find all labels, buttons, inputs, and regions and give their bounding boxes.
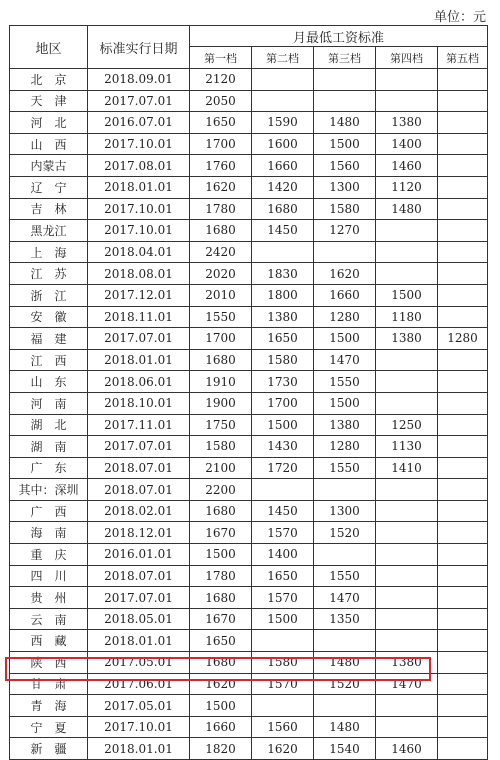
tier-5-cell xyxy=(438,306,488,328)
date-cell: 2017.05.01 xyxy=(88,695,190,717)
tier-3-cell xyxy=(314,544,376,566)
tier-1-cell: 2100 xyxy=(190,457,252,479)
tier-4-cell: 1460 xyxy=(376,738,438,760)
tier-2-cell: 1400 xyxy=(252,544,314,566)
region-cell: 江 苏 xyxy=(10,263,88,285)
tier-1-cell: 1500 xyxy=(190,544,252,566)
tier-3-cell: 1480 xyxy=(314,652,376,674)
table-row xyxy=(10,587,488,609)
tier-5-cell xyxy=(438,112,488,134)
tier-3-cell: 1480 xyxy=(314,716,376,738)
table-row xyxy=(10,716,488,738)
date-cell: 2017.10.01 xyxy=(88,133,190,155)
tier-2-cell xyxy=(252,695,314,717)
tier-1-cell: 1670 xyxy=(190,608,252,630)
tier-2-cell: 1500 xyxy=(252,414,314,436)
tier-2-cell: 1580 xyxy=(252,652,314,674)
table-row xyxy=(10,457,488,479)
tier-2-cell: 1650 xyxy=(252,565,314,587)
region-cell: 上 海 xyxy=(10,241,88,263)
tier-4-cell: 1480 xyxy=(376,198,438,220)
region-cell: 天 津 xyxy=(10,90,88,112)
tier-5-cell xyxy=(438,349,488,371)
tier-5-cell xyxy=(438,500,488,522)
region-cell: 内蒙古 xyxy=(10,155,88,177)
tier-4-cell xyxy=(376,241,438,263)
region-cell: 北 京 xyxy=(10,69,88,91)
table-row xyxy=(10,155,488,177)
tier-1-cell: 1550 xyxy=(190,306,252,328)
tier-4-cell: 1130 xyxy=(376,436,438,458)
date-cell: 2017.05.01 xyxy=(88,652,190,674)
tier-4-cell: 1500 xyxy=(376,284,438,306)
tier-2-cell: 1730 xyxy=(252,371,314,393)
tier-4-cell: 1380 xyxy=(376,652,438,674)
tier-5-cell xyxy=(438,263,488,285)
table-row xyxy=(10,371,488,393)
region-cell: 贵 州 xyxy=(10,587,88,609)
tier-3-cell xyxy=(314,479,376,501)
tier-3-cell: 1500 xyxy=(314,392,376,414)
date-cell: 2018.08.01 xyxy=(88,263,190,285)
tier-5-cell xyxy=(438,522,488,544)
tier-2-cell: 1620 xyxy=(252,738,314,760)
tier-3-cell xyxy=(314,90,376,112)
tier-1-cell: 1750 xyxy=(190,414,252,436)
date-cell: 2017.11.01 xyxy=(88,414,190,436)
date-cell: 2017.12.01 xyxy=(88,284,190,306)
region-cell: 浙 江 xyxy=(10,284,88,306)
table-row xyxy=(10,220,488,242)
tier-1-cell: 1760 xyxy=(190,155,252,177)
date-cell: 2018.05.01 xyxy=(88,608,190,630)
table-row xyxy=(10,306,488,328)
table-row xyxy=(10,112,488,134)
date-cell: 2017.08.01 xyxy=(88,155,190,177)
tier-2-cell: 1590 xyxy=(252,112,314,134)
region-cell: 湖 南 xyxy=(10,436,88,458)
date-cell: 2018.02.01 xyxy=(88,500,190,522)
tier-1-cell: 1680 xyxy=(190,500,252,522)
date-cell: 2016.07.01 xyxy=(88,112,190,134)
region-cell: 海 南 xyxy=(10,522,88,544)
table-row xyxy=(10,479,488,501)
tier-5-cell xyxy=(438,630,488,652)
min-wage-table xyxy=(9,25,488,760)
tier-3-cell: 1380 xyxy=(314,414,376,436)
header-tier-1: 第一档 xyxy=(190,47,252,69)
date-cell: 2017.07.01 xyxy=(88,587,190,609)
tier-1-cell: 2010 xyxy=(190,284,252,306)
tier-4-cell: 1470 xyxy=(376,673,438,695)
tier-4-cell xyxy=(376,90,438,112)
tier-2-cell: 1570 xyxy=(252,522,314,544)
date-cell: 2018.07.01 xyxy=(88,565,190,587)
tier-1-cell: 1660 xyxy=(190,716,252,738)
tier-2-cell: 1580 xyxy=(252,349,314,371)
date-cell: 2018.10.01 xyxy=(88,392,190,414)
date-cell: 2017.10.01 xyxy=(88,716,190,738)
header-region: 地区 xyxy=(10,26,88,69)
region-cell: 福 建 xyxy=(10,328,88,350)
tier-3-cell: 1300 xyxy=(314,500,376,522)
tier-5-cell xyxy=(438,544,488,566)
tier-3-cell: 1580 xyxy=(314,198,376,220)
tier-1-cell: 1620 xyxy=(190,673,252,695)
tier-1-cell: 1650 xyxy=(190,630,252,652)
table-row xyxy=(10,522,488,544)
tier-5-cell xyxy=(438,69,488,91)
tier-1-cell: 2020 xyxy=(190,263,252,285)
date-cell: 2018.12.01 xyxy=(88,522,190,544)
tier-4-cell: 1380 xyxy=(376,112,438,134)
date-cell: 2017.07.01 xyxy=(88,436,190,458)
table-row xyxy=(10,263,488,285)
tier-2-cell: 1570 xyxy=(252,587,314,609)
tier-3-cell xyxy=(314,241,376,263)
tier-4-cell xyxy=(376,587,438,609)
tier-1-cell: 1500 xyxy=(190,695,252,717)
region-cell: 广 西 xyxy=(10,500,88,522)
tier-1-cell: 1680 xyxy=(190,349,252,371)
tier-5-cell xyxy=(438,392,488,414)
tier-3-cell: 1300 xyxy=(314,176,376,198)
date-cell: 2018.01.01 xyxy=(88,738,190,760)
tier-4-cell xyxy=(376,565,438,587)
tier-1-cell: 2420 xyxy=(190,241,252,263)
date-cell: 2018.07.01 xyxy=(88,457,190,479)
tier-5-cell xyxy=(438,673,488,695)
tier-3-cell: 1500 xyxy=(314,328,376,350)
date-cell: 2018.01.01 xyxy=(88,630,190,652)
region-cell: 宁 夏 xyxy=(10,716,88,738)
date-cell: 2018.11.01 xyxy=(88,306,190,328)
tier-3-cell: 1280 xyxy=(314,306,376,328)
tier-2-cell: 1500 xyxy=(252,608,314,630)
tier-3-cell: 1520 xyxy=(314,673,376,695)
date-cell: 2017.06.01 xyxy=(88,673,190,695)
tier-5-cell: 1280 xyxy=(438,328,488,350)
tier-4-cell xyxy=(376,392,438,414)
tier-4-cell xyxy=(376,522,438,544)
table-row xyxy=(10,176,488,198)
table-row xyxy=(10,652,488,674)
region-cell: 陕 西 xyxy=(10,652,88,674)
tier-3-cell: 1550 xyxy=(314,371,376,393)
table-row xyxy=(10,500,488,522)
tier-4-cell xyxy=(376,695,438,717)
date-cell: 2017.10.01 xyxy=(88,198,190,220)
region-cell: 山 西 xyxy=(10,133,88,155)
tier-2-cell xyxy=(252,241,314,263)
table-row xyxy=(10,436,488,458)
tier-2-cell xyxy=(252,479,314,501)
tier-1-cell: 1900 xyxy=(190,392,252,414)
tier-3-cell: 1520 xyxy=(314,522,376,544)
tier-2-cell xyxy=(252,90,314,112)
tier-2-cell: 1650 xyxy=(252,328,314,350)
table-row xyxy=(10,349,488,371)
tier-5-cell xyxy=(438,738,488,760)
region-cell: 云 南 xyxy=(10,608,88,630)
tier-2-cell: 1420 xyxy=(252,176,314,198)
table-row xyxy=(10,414,488,436)
region-cell: 西 藏 xyxy=(10,630,88,652)
tier-4-cell xyxy=(376,630,438,652)
tier-2-cell: 1830 xyxy=(252,263,314,285)
date-cell: 2018.06.01 xyxy=(88,371,190,393)
tier-5-cell xyxy=(438,90,488,112)
header-tier-3: 第三档 xyxy=(314,47,376,69)
tier-1-cell: 1680 xyxy=(190,220,252,242)
tier-3-cell: 1500 xyxy=(314,133,376,155)
table-body xyxy=(10,69,488,760)
table-row xyxy=(10,608,488,630)
tier-1-cell: 1700 xyxy=(190,133,252,155)
tier-2-cell: 1700 xyxy=(252,392,314,414)
tier-5-cell xyxy=(438,414,488,436)
tier-5-cell xyxy=(438,695,488,717)
region-cell: 其中：深圳 xyxy=(10,479,88,501)
tier-4-cell xyxy=(376,479,438,501)
tier-5-cell xyxy=(438,284,488,306)
tier-4-cell: 1380 xyxy=(376,328,438,350)
region-cell: 安 徽 xyxy=(10,306,88,328)
tier-2-cell xyxy=(252,630,314,652)
tier-1-cell: 1910 xyxy=(190,371,252,393)
tier-1-cell: 1780 xyxy=(190,565,252,587)
region-cell: 新 疆 xyxy=(10,738,88,760)
tier-3-cell xyxy=(314,69,376,91)
table-row xyxy=(10,69,488,91)
tier-1-cell: 1680 xyxy=(190,652,252,674)
tier-3-cell xyxy=(314,695,376,717)
table-row xyxy=(10,133,488,155)
tier-4-cell xyxy=(376,716,438,738)
tier-1-cell: 1700 xyxy=(190,328,252,350)
tier-3-cell: 1470 xyxy=(314,587,376,609)
tier-4-cell: 1180 xyxy=(376,306,438,328)
tier-1-cell: 1580 xyxy=(190,436,252,458)
region-cell: 江 西 xyxy=(10,349,88,371)
tier-5-cell xyxy=(438,716,488,738)
table-header xyxy=(10,26,488,69)
tier-2-cell xyxy=(252,69,314,91)
tier-5-cell xyxy=(438,371,488,393)
tier-3-cell: 1660 xyxy=(314,284,376,306)
region-cell: 黑龙江 xyxy=(10,220,88,242)
tier-4-cell: 1120 xyxy=(376,176,438,198)
date-cell: 2018.01.01 xyxy=(88,176,190,198)
tier-2-cell: 1380 xyxy=(252,306,314,328)
tier-1-cell: 2050 xyxy=(190,90,252,112)
header-tier-5: 第五档 xyxy=(438,47,488,69)
tier-1-cell: 1620 xyxy=(190,176,252,198)
tier-5-cell xyxy=(438,241,488,263)
tier-4-cell: 1400 xyxy=(376,133,438,155)
tier-5-cell xyxy=(438,608,488,630)
region-cell: 重 庆 xyxy=(10,544,88,566)
tier-5-cell xyxy=(438,198,488,220)
table-row xyxy=(10,328,488,350)
tier-4-cell xyxy=(376,263,438,285)
date-cell: 2016.01.01 xyxy=(88,544,190,566)
tier-3-cell: 1540 xyxy=(314,738,376,760)
tier-1-cell: 1670 xyxy=(190,522,252,544)
tier-3-cell: 1350 xyxy=(314,608,376,630)
date-cell: 2017.10.01 xyxy=(88,220,190,242)
header-date: 标准实行日期 xyxy=(88,26,190,69)
tier-4-cell xyxy=(376,544,438,566)
tier-5-cell xyxy=(438,652,488,674)
tier-4-cell xyxy=(376,608,438,630)
date-cell: 2018.04.01 xyxy=(88,241,190,263)
tier-4-cell: 1250 xyxy=(376,414,438,436)
tier-5-cell xyxy=(438,436,488,458)
tier-3-cell: 1560 xyxy=(314,155,376,177)
tier-2-cell: 1680 xyxy=(252,198,314,220)
tier-3-cell: 1550 xyxy=(314,565,376,587)
tier-4-cell: 1460 xyxy=(376,155,438,177)
tier-3-cell: 1550 xyxy=(314,457,376,479)
tier-2-cell: 1450 xyxy=(252,500,314,522)
tier-5-cell xyxy=(438,587,488,609)
table-row xyxy=(10,565,488,587)
date-cell: 2017.07.01 xyxy=(88,90,190,112)
tier-1-cell: 1650 xyxy=(190,112,252,134)
tier-2-cell: 1660 xyxy=(252,155,314,177)
tier-1-cell: 2200 xyxy=(190,479,252,501)
tier-3-cell: 1270 xyxy=(314,220,376,242)
tier-2-cell: 1560 xyxy=(252,716,314,738)
tier-3-cell: 1280 xyxy=(314,436,376,458)
region-cell: 河 南 xyxy=(10,392,88,414)
table-row xyxy=(10,241,488,263)
tier-1-cell: 1680 xyxy=(190,587,252,609)
table-row xyxy=(10,284,488,306)
tier-2-cell: 1570 xyxy=(252,673,314,695)
region-cell: 山 东 xyxy=(10,371,88,393)
tier-4-cell xyxy=(376,500,438,522)
table-row xyxy=(10,90,488,112)
tier-3-cell: 1480 xyxy=(314,112,376,134)
region-cell: 辽 宁 xyxy=(10,176,88,198)
tier-2-cell: 1800 xyxy=(252,284,314,306)
tier-4-cell xyxy=(376,371,438,393)
tier-4-cell: 1410 xyxy=(376,457,438,479)
region-cell: 青 海 xyxy=(10,695,88,717)
tier-3-cell xyxy=(314,630,376,652)
tier-3-cell: 1620 xyxy=(314,263,376,285)
tier-1-cell: 1780 xyxy=(190,198,252,220)
tier-1-cell: 1820 xyxy=(190,738,252,760)
region-cell: 湖 北 xyxy=(10,414,88,436)
table-row xyxy=(10,544,488,566)
tier-1-cell: 2120 xyxy=(190,69,252,91)
tier-5-cell xyxy=(438,479,488,501)
tier-4-cell xyxy=(376,220,438,242)
region-cell: 四 川 xyxy=(10,565,88,587)
tier-5-cell xyxy=(438,565,488,587)
region-cell: 甘 肃 xyxy=(10,673,88,695)
unit-label: 单位：元 xyxy=(433,10,486,25)
tier-2-cell: 1600 xyxy=(252,133,314,155)
table-row xyxy=(10,392,488,414)
tier-2-cell: 1430 xyxy=(252,436,314,458)
tier-3-cell: 1470 xyxy=(314,349,376,371)
region-cell: 吉 林 xyxy=(10,198,88,220)
region-cell: 河 北 xyxy=(10,112,88,134)
table-row xyxy=(10,673,488,695)
date-cell: 2018.09.01 xyxy=(88,69,190,91)
region-cell: 广 东 xyxy=(10,457,88,479)
table-row xyxy=(10,738,488,760)
header-wage-standard: 月最低工资标准 xyxy=(190,26,488,47)
header-tier-4: 第四档 xyxy=(376,47,438,69)
tier-5-cell xyxy=(438,457,488,479)
tier-2-cell: 1450 xyxy=(252,220,314,242)
tier-5-cell xyxy=(438,220,488,242)
date-cell: 2018.01.01 xyxy=(88,349,190,371)
tier-4-cell xyxy=(376,349,438,371)
table-row xyxy=(10,695,488,717)
tier-5-cell xyxy=(438,133,488,155)
tier-2-cell: 1720 xyxy=(252,457,314,479)
table-row xyxy=(10,630,488,652)
tier-5-cell xyxy=(438,155,488,177)
tier-4-cell xyxy=(376,69,438,91)
tier-5-cell xyxy=(438,176,488,198)
header-tier-2: 第二档 xyxy=(252,47,314,69)
date-cell: 2017.07.01 xyxy=(88,328,190,350)
table-row xyxy=(10,198,488,220)
date-cell: 2018.07.01 xyxy=(88,479,190,501)
